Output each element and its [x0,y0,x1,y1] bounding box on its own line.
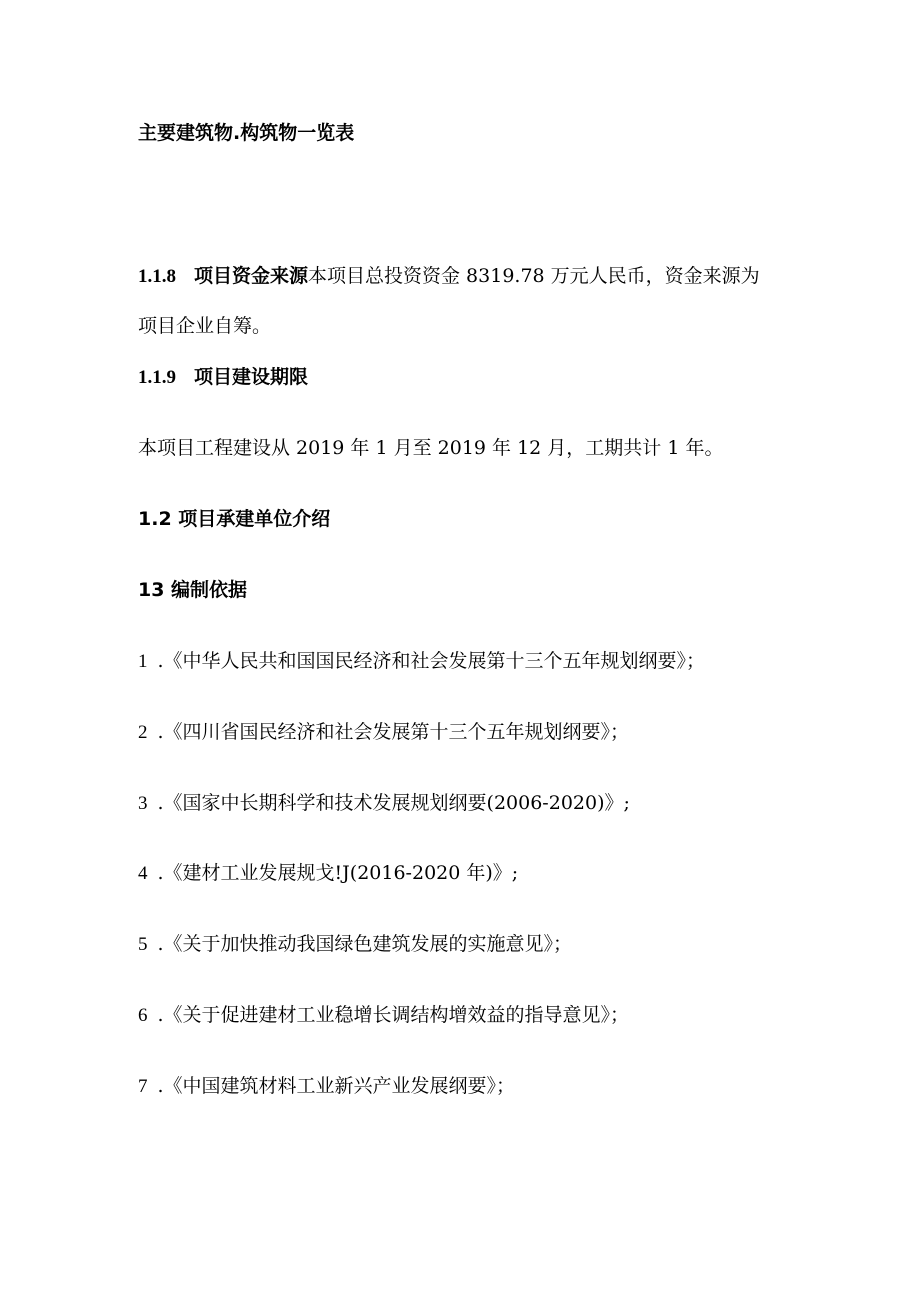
section-1-1-9 [138,364,308,391]
section-heading: 项目建设期限 [194,366,309,388]
section-1-2-heading: 1.2 项目承建单位介绍 [138,508,331,530]
list-item [138,719,629,746]
section-1-1-9-text: 本项目工程建设从 2019 年 1 月至 2019 年 12 月，工期共计 1 年。 [138,437,724,459]
list-item-number: 7 [138,1076,148,1097]
section-1-3-heading: 13 编制依据 [138,579,248,601]
list-item [138,1073,515,1100]
list-item-number: 2 [138,722,148,743]
section-number: 1.1.9 [138,367,176,388]
list-item-text: .《关于加快推动我国绿色建筑发展的实施意见》； [157,933,573,955]
list-item-text: .《中华人民共和国国民经济和社会发展第十三个五年规划纲要》； [157,650,706,672]
list-item [138,648,705,675]
list-item-text: .《关于促进建材工业稳增长调结构增效益的指导意见》； [157,1004,630,1026]
list-item-number: 6 [138,1005,148,1026]
list-item-text: .《国家中长期科学和技术发展规划纲要(2006-2020)》; [157,792,630,814]
section-1-1-8-continued: 项目企业自筹。 [138,315,272,337]
list-item [138,860,518,887]
list-item [138,1002,629,1029]
section-heading: 项目资金来源 [194,265,309,287]
document-title: 主要建筑物.构筑物一览表 [138,122,355,144]
list-item-number: 3 [138,793,148,814]
list-item-text: .《中国建筑材料工业新兴产业发展纲要》； [157,1075,516,1097]
list-item [138,931,572,958]
section-1-1-8 [138,263,760,290]
list-item [138,790,630,817]
list-item-text: .《四川省国民经济和社会发展第十三个五年规划纲要》； [157,721,630,743]
list-item-text: .《建材工业发展规戈!J(2016-2020 年)》; [157,862,519,884]
section-text: 本项目总投资资金 8319.78 万元人民币，资金来源为 [308,265,760,287]
section-number: 1.1.8 [138,266,176,287]
list-item-number: 1 [138,651,148,672]
list-item-number: 4 [138,863,148,884]
list-item-number: 5 [138,934,148,955]
